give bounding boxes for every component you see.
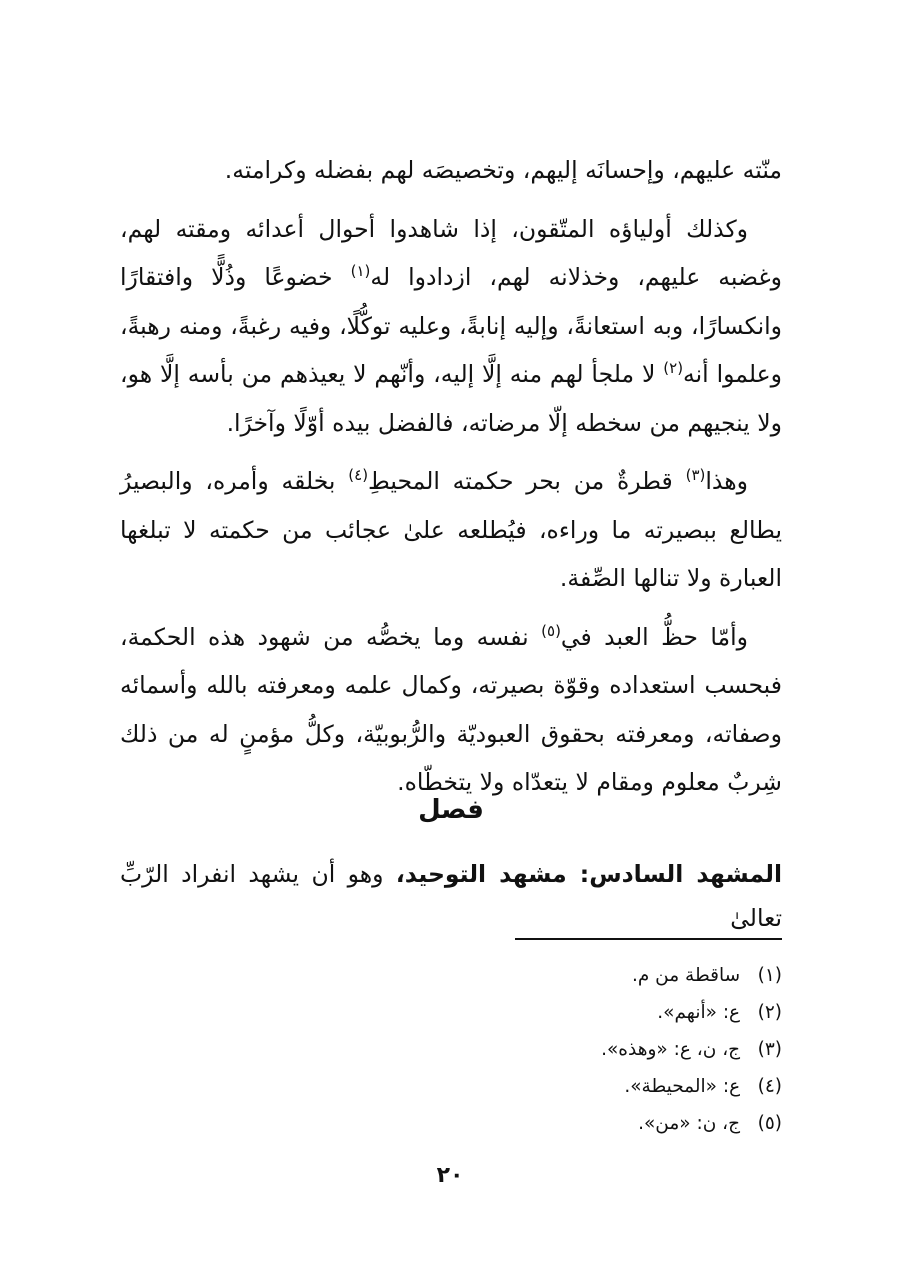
page-number: ٢٠: [436, 1163, 464, 1188]
footnote-number: (٤): [757, 1076, 782, 1097]
section-title: فصل: [418, 795, 484, 825]
main-text: [120, 146, 782, 817]
paragraph-continuation: منّته عليهم، وإحسانَه إليهم، وتخصيصَه لهم بفضله وكرامته.: [224, 156, 782, 184]
sixth-scene-line: [120, 852, 782, 940]
footnote-number: (١): [757, 965, 782, 986]
footnote-number: (٢): [757, 1002, 782, 1023]
footnote-ref-5[interactable]: (٥): [541, 621, 561, 640]
footnote-text: ع: «أنهم».: [657, 1002, 741, 1023]
paragraph-saints: وكذلك أولياؤه المتّقون، إذا شاهدوا أحوال أعدائه ومقته لهم، وغضبه عليهم، وخذلانه لهم، ازدادوا له$^{(١)}$ خضوعًا وذُلًّا وافتقارًا وانكسارًا، وبه استعانةً، وإليه إنابةً، وعليه توكُّلًا، وفيه رغبةً، ومنه رهبةً، وعلموا أنه$^{(٢)}$ لا ملجأ لهم منه إلَّا إليه، وأنّهم لا يعيذهم من بأسه إلَّا هو، ولا ينجيهم من سخطه إلّا مرضاته، فالفضل بيده أوّلًا وآخرًا.: [120, 214, 782, 437]
footnotes-list: [300, 957, 782, 1142]
footnote-item: [300, 1031, 782, 1068]
footnote-ref-4[interactable]: (٤): [348, 466, 369, 485]
paragraph-servant-share: وأمّا حظُّ العبد في$^{(٥)}$ نفسه وما يخصُّه من شهود هذه الحكمة، فبحسب استعداده وقوّة بصيرته، وكمال علمه ومعرفته بالله وأسمائه وصفاته، ومعرفته بحقوق العبوديّة والرُّبوبيّة، وكلُّ مؤمنٍ له من ذلك شِربٌ معلوم ومقام لا يتعدّاه ولا يتخطّاه.: [120, 621, 782, 796]
footnote-number: (٣): [757, 1039, 782, 1060]
footnote-ref-1[interactable]: (١): [350, 262, 371, 281]
scene-text: وهو أن يشهد انفراد الرّبِّ تعالىٰ: [120, 860, 782, 932]
footnote-text: ج، ن، ع: «وهذه».: [601, 1039, 741, 1060]
footnote-item: [300, 1068, 782, 1105]
footnote-item: [300, 1105, 782, 1142]
footnote-ref-2[interactable]: (٢): [663, 359, 684, 378]
footnote-item: [300, 957, 782, 994]
footnote-item: [300, 994, 782, 1031]
scene-heading: المشهد السادس: مشهد التوحيد،: [395, 860, 782, 888]
footnote-ref-3[interactable]: (٣): [685, 466, 706, 485]
footnote-number: (٥): [757, 1113, 782, 1134]
footnote-text: ع: «المحيطة».: [624, 1076, 741, 1097]
footnote-text: ساقطة من م.: [631, 965, 741, 986]
paragraph-wisdom: وهذا$^{(٣)}$ قطرةٌ من بحر حكمته المحيطِ$^{(٤)}$ بخلقه وأمره، والبصيرُ يطالع ببصيرته ما وراءه، فيُطلعه علىٰ عجائب من حكمته لا تبلغها العبارة ولا تنالها الصِّفة.: [120, 466, 782, 592]
footnote-text: ج، ن: «من».: [638, 1113, 741, 1134]
footnote-divider: [515, 938, 782, 940]
